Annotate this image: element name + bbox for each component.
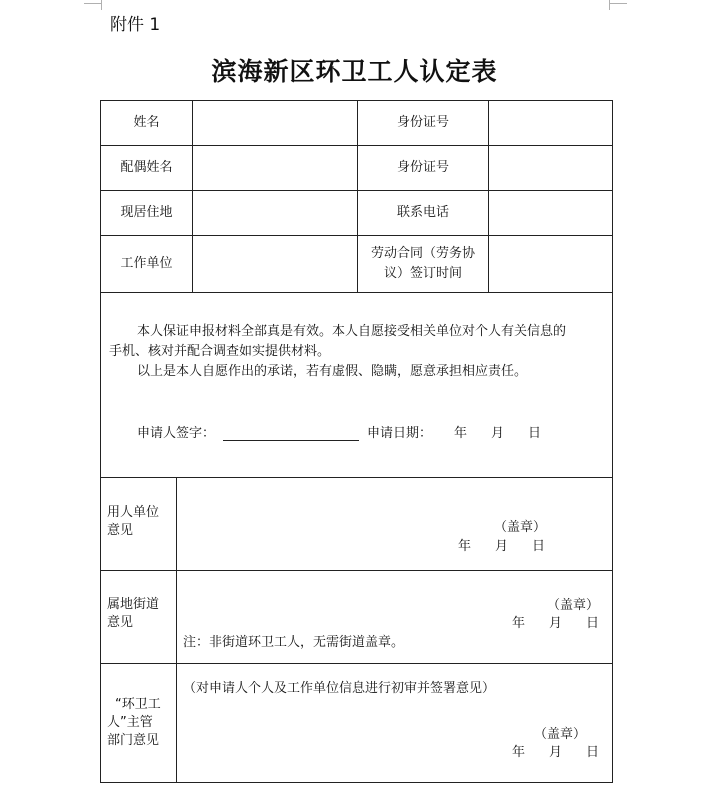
employer-opinion-label-2: 意见 bbox=[107, 523, 134, 538]
spouse-id-number-field[interactable] bbox=[489, 146, 612, 190]
employer-seal: （盖章） bbox=[494, 520, 547, 535]
employer-year: 年 bbox=[458, 539, 472, 554]
dept-seal: （盖章） bbox=[534, 727, 587, 742]
id-number-field[interactable] bbox=[489, 101, 612, 145]
page-title: 滨海新区环卫工人认定表 bbox=[211, 57, 498, 86]
contract-date-field[interactable] bbox=[489, 236, 612, 292]
street-note: 注：非街道环卫工人，无需街道盖章。 bbox=[183, 635, 405, 650]
phone-label: 联系电话 bbox=[396, 205, 449, 220]
employer-field[interactable] bbox=[193, 236, 357, 292]
attachment-label: 附件 1 bbox=[110, 15, 161, 35]
application-day: 日 bbox=[528, 426, 542, 441]
employer-month: 月 bbox=[495, 539, 509, 554]
employer-opinion-label-1: 用人单位 bbox=[107, 505, 160, 520]
row-divider bbox=[101, 292, 612, 293]
street-year: 年 bbox=[512, 616, 526, 631]
dept-year: 年 bbox=[512, 745, 526, 760]
street-opinion-label-2: 意见 bbox=[107, 615, 134, 630]
dept-opinion-label-2: 人”主管 bbox=[107, 715, 153, 730]
pledge-line-3: 以上是本人自愿作出的承诺，若有虚假、隐瞒，愿意承担相应责任。 bbox=[137, 364, 528, 379]
dept-month: 月 bbox=[549, 745, 563, 760]
signature-label: 申请人签字： bbox=[137, 426, 216, 441]
employer-day: 日 bbox=[532, 539, 546, 554]
employer-opinion-field[interactable] bbox=[177, 478, 612, 570]
street-opinion-label-1: 属地街道 bbox=[107, 597, 160, 612]
dept-opinion-label-3: 部门意见 bbox=[107, 733, 160, 748]
contract-date-label-line1: 劳动合同（劳务协 bbox=[370, 246, 475, 261]
spouse-id-number-label: 身份证号 bbox=[396, 160, 449, 175]
phone-field[interactable] bbox=[489, 191, 612, 235]
spouse-name-label: 配偶姓名 bbox=[120, 160, 173, 175]
form-table bbox=[100, 100, 613, 783]
id-number-label: 身份证号 bbox=[396, 115, 449, 130]
street-day: 日 bbox=[586, 616, 600, 631]
pledge-line-1: 本人保证申报材料全部真是有效。本人自愿接受相关单位对个人有关信息的 bbox=[137, 324, 567, 339]
name-field[interactable] bbox=[193, 101, 357, 145]
application-year: 年 bbox=[454, 426, 468, 441]
employer-label: 工作单位 bbox=[120, 256, 173, 271]
pledge-line-2: 手机、核对并配合调查如实提供材料。 bbox=[109, 344, 331, 359]
signature-line[interactable] bbox=[223, 440, 359, 441]
dept-day: 日 bbox=[586, 745, 600, 760]
dept-instruction: （对申请人个人及工作单位信息进行初审并签署意见） bbox=[183, 681, 496, 696]
address-field[interactable] bbox=[193, 191, 357, 235]
street-month: 月 bbox=[549, 616, 563, 631]
spouse-name-field[interactable] bbox=[193, 146, 357, 190]
dept-opinion-label-1: “环卫工 bbox=[115, 697, 161, 712]
address-label: 现居住地 bbox=[120, 205, 173, 220]
street-seal: （盖章） bbox=[547, 598, 600, 613]
corner-mark-top-left-v bbox=[101, 0, 102, 10]
corner-mark-top-right bbox=[609, 3, 627, 4]
name-label: 姓名 bbox=[133, 115, 160, 130]
corner-mark-top-right-v bbox=[609, 0, 610, 10]
contract-date-label-line2: 议）签订时间 bbox=[383, 266, 462, 281]
application-month: 月 bbox=[491, 426, 505, 441]
application-date-label: 申请日期： bbox=[367, 426, 433, 441]
contract-date-label bbox=[358, 236, 488, 292]
corner-mark-top-left bbox=[84, 3, 102, 4]
